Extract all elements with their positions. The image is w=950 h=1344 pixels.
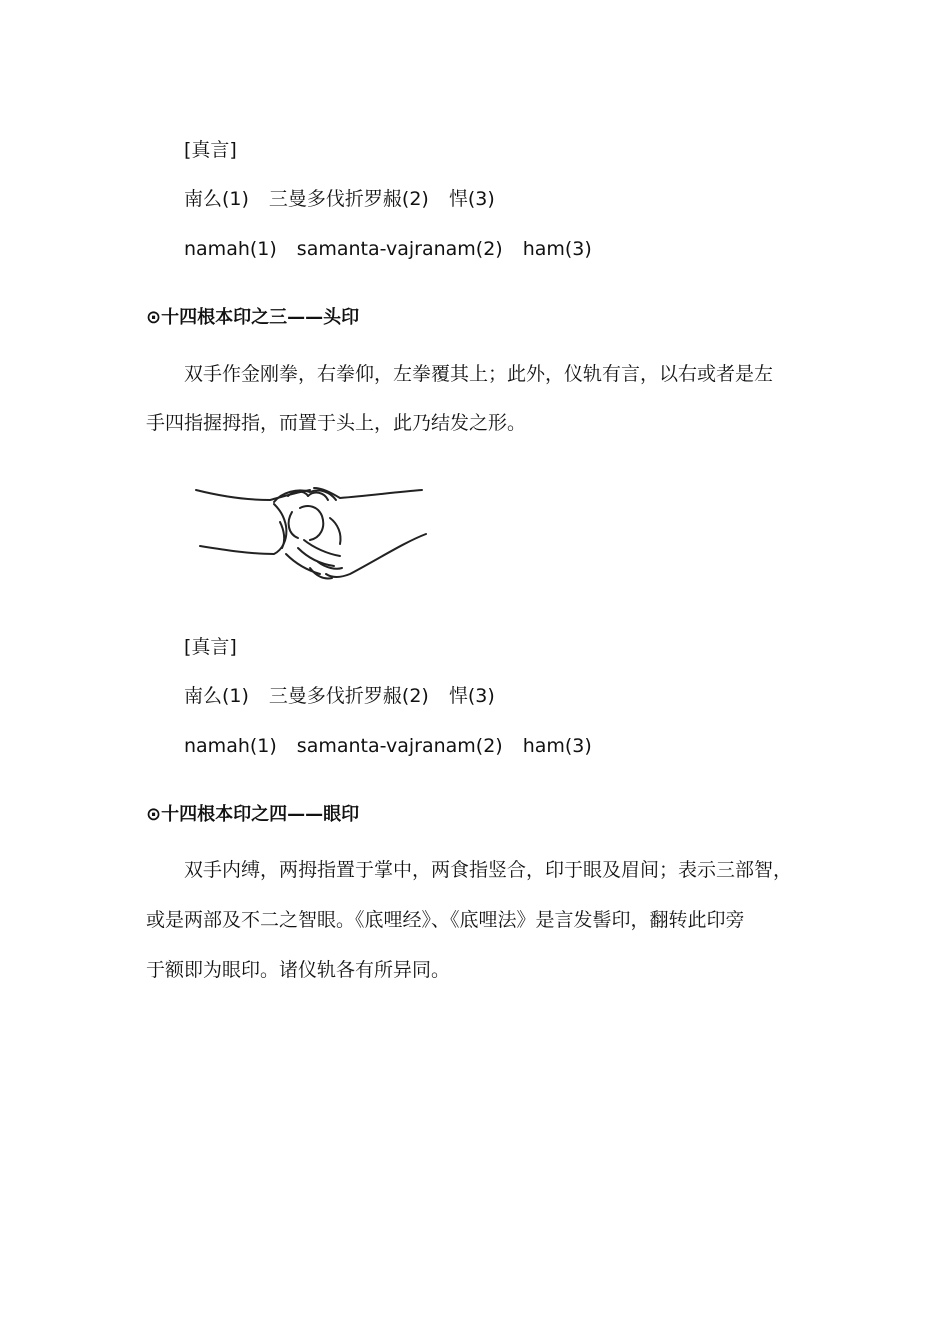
mantra-roman: [184, 734, 592, 758]
mantra-part: 南么(1): [184, 685, 249, 707]
mantra-part: samanta-vajranam(2): [296, 735, 503, 757]
mantra-label: [真言]: [184, 636, 237, 658]
body-text-line: 手四指握拇指，而置于头上，此乃结发之形。: [146, 412, 527, 434]
mantra-part: 三曼多伐折罗赧(2): [268, 188, 429, 210]
mantra-part: ham(3): [522, 735, 592, 757]
mantra-part: 三曼多伐折罗赧(2): [268, 685, 429, 707]
mantra-part: samanta-vajranam(2): [296, 238, 503, 260]
body-text-line: 或是两部及不二之智眼。《底哩经》、《底哩法》是言发髻印，翻转此印旁: [146, 909, 745, 931]
mantra-part: 悍(3): [448, 188, 495, 210]
section-heading-head-mudra: ⊙十四根本印之三——头印: [146, 307, 360, 328]
clasped-hands-mudra-illustration-icon: [190, 478, 430, 586]
mantra-part: namah(1): [184, 735, 277, 757]
mantra-label-top: [真言]: [184, 139, 237, 161]
body-text-line: 双手作金刚拳，右拳仰，左拳覆其上；此外，仪轨有言，以右或者是左: [184, 363, 774, 385]
body-text-line: 于额即为眼印。诸仪轨各有所异同。: [146, 959, 451, 981]
mantra-chinese-top: [184, 187, 495, 211]
body-text-line: 双手内缚，两拇指置于掌中，两食指竖合，印于眼及眉间；表示三部智，: [184, 859, 793, 881]
mantra-roman-top: [184, 237, 592, 261]
section-heading-eye-mudra: ⊙十四根本印之四——眼印: [146, 804, 360, 825]
mantra-part: 南么(1): [184, 188, 249, 210]
mantra-chinese: [184, 684, 495, 708]
mantra-part: 悍(3): [448, 685, 495, 707]
mantra-part: namah(1): [184, 238, 277, 260]
mantra-part: ham(3): [522, 238, 592, 260]
